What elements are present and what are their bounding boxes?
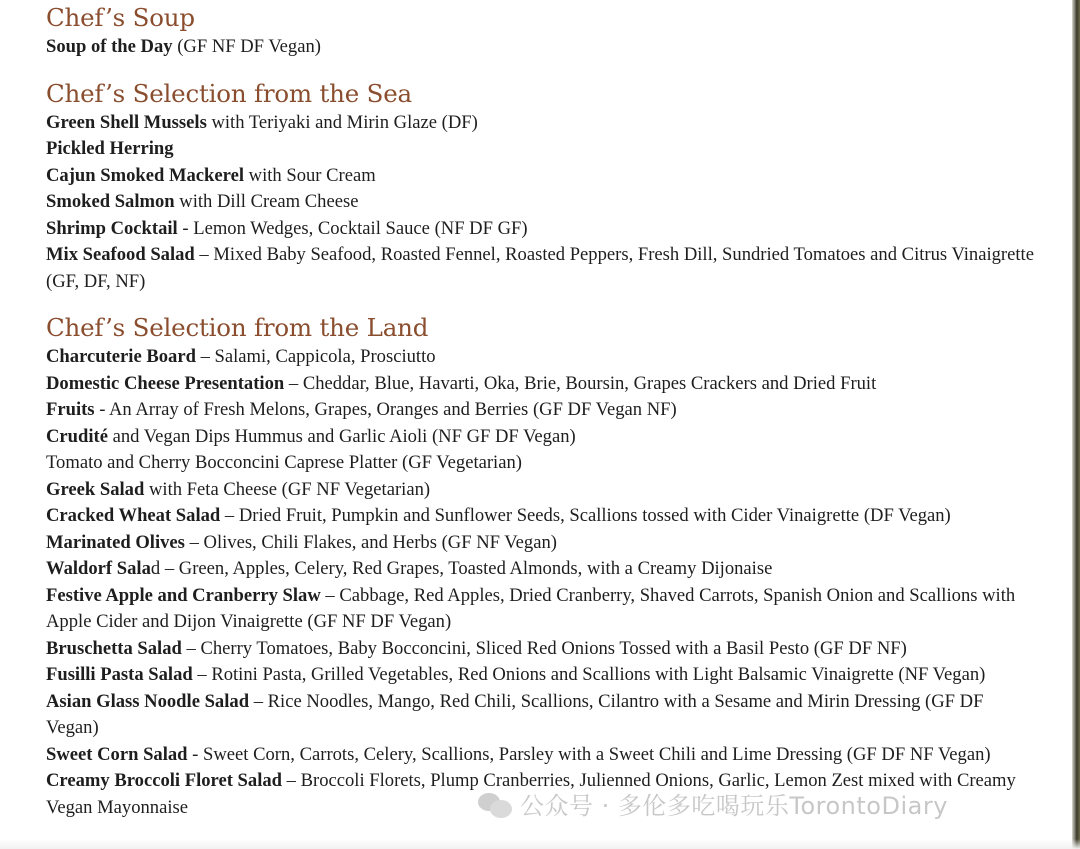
- menu-item: [46, 397, 1036, 424]
- item-name: Fusilli Pasta Salad: [46, 664, 193, 685]
- item-name: Soup of the Day: [46, 36, 173, 57]
- item-description: – Mixed Baby Seafood, Roasted Fennel, Roasted Peppers, Fresh Dill, Sundried Tomatoes and Citrus Vinaigrette (GF, DF, NF): [46, 244, 1034, 292]
- item-description: with Feta Cheese (GF NF Vegetarian): [144, 478, 431, 500]
- item-name: Cajun Smoked Mackerel: [46, 164, 244, 186]
- item-name: Green Shell Mussels: [46, 111, 207, 133]
- item-description: (GF NF DF Vegan): [172, 36, 321, 57]
- menu-item: [46, 636, 1036, 663]
- item-description: and Vegan Dips Hummus and Garlic Aioli (NF GF DF Vegan): [107, 425, 576, 447]
- item-name: Domestic Cheese Presentation: [46, 372, 285, 394]
- section-title-soup: Chef’s Soup: [46, 3, 195, 32]
- sea-items: [46, 110, 1036, 296]
- item-name: Smoked Salmon: [46, 191, 175, 212]
- menu-item: [46, 556, 1036, 583]
- item-name: Fruits: [46, 399, 95, 420]
- item-name: Marinated Olives: [46, 531, 185, 553]
- item-name: Shrimp Cocktail: [46, 217, 178, 239]
- menu-item: [46, 163, 1036, 190]
- watermark-text: 公众号 · 多伦多吃喝玩乐TorontoDiary: [520, 792, 948, 820]
- item-description: – Cherry Tomatoes, Baby Bocconcini, Sliced Red Onions Tossed with a Basil Pesto (GF DF NF): [181, 637, 907, 659]
- item-description: - Sweet Corn, Carrots, Celery, Scallions, Parsley with a Sweet Chili and Lime Dressing (GF DF NF Vegan): [187, 743, 991, 765]
- page-edge: [1072, 0, 1080, 849]
- item-description: Tomato and Cherry Bocconcini Caprese Platter (GF Vegetarian): [46, 452, 522, 473]
- menu-item: [46, 450, 1036, 477]
- menu-item: [46, 530, 1036, 557]
- menu-content: [46, 2, 1036, 821]
- item-name: Sweet Corn Salad: [46, 743, 188, 765]
- watermark: [478, 786, 948, 821]
- item-description: – Cheddar, Blue, Havarti, Oka, Brie, Boursin, Grapes Crackers and Dried Fruit: [284, 372, 877, 394]
- item-description: – Broccoli Florets, Plump Cranberries, Julienned Onions, Garlic, Lemon Zest mixed with Creamy Vegan Mayonnaise: [46, 770, 1016, 818]
- item-name: Crudité: [46, 425, 108, 447]
- item-name: Asian Glass Noodle Salad: [46, 690, 250, 712]
- item-description: – Rotini Pasta, Grilled Vegetables, Red Onions and Scallions with Light Balsamic Vinaigrette (NF Vegan): [192, 664, 986, 685]
- menu-item: [46, 583, 1036, 636]
- menu-item: [46, 662, 1036, 689]
- item-name: Cracked Wheat Salad: [46, 505, 221, 526]
- item-description: – Dried Fruit, Pumpkin and Sunflower Seeds, Scallions tossed with Cider Vinaigrette (DF Vegan): [220, 505, 951, 526]
- item-name: Greek Salad: [46, 478, 145, 500]
- soup-items: [46, 34, 1036, 61]
- menu-item: [46, 344, 1036, 371]
- menu-item: [46, 424, 1036, 451]
- menu-item: [46, 34, 1036, 61]
- item-description: – Cabbage, Red Apples, Dried Cranberry, Shaved Carrots, Spanish Onion and Scallions with Apple Cider and Dijon Vinaigrette (GF NF DF Vegan): [46, 584, 1016, 632]
- menu-item: [46, 503, 1036, 530]
- item-name: Festive Apple and Cranberry Slaw: [46, 584, 321, 606]
- item-name: Bruschetta Salad: [46, 637, 182, 659]
- menu-item: [46, 136, 1036, 163]
- item-description: - Lemon Wedges, Cocktail Sauce (NF DF GF): [177, 217, 528, 239]
- menu-item: [46, 742, 1036, 769]
- menu-item: [46, 216, 1036, 243]
- item-name: Pickled Herring: [46, 138, 174, 159]
- land-items: [46, 344, 1036, 821]
- section-title-sea: Chef’s Selection from the Sea: [46, 78, 412, 108]
- menu-item: [46, 689, 1036, 742]
- item-name: Creamy Broccoli Floret Salad: [46, 770, 282, 791]
- item-description: - An Array of Fresh Melons, Grapes, Oranges and Berries (GF DF Vegan NF): [94, 399, 677, 420]
- menu-item: [46, 371, 1036, 398]
- bottom-fade: [0, 839, 1080, 849]
- item-description: – Rice Noodles, Mango, Red Chili, Scallions, Cilantro with a Sesame and Mirin Dressing (GF DF Vegan): [46, 690, 984, 738]
- item-description: with Sour Cream: [244, 164, 376, 186]
- section-title-land: Chef’s Selection from the Land: [46, 313, 429, 342]
- menu-item: [46, 477, 1036, 504]
- item-name: Waldorf Sala: [46, 558, 151, 579]
- item-name: Charcuterie Board: [46, 346, 196, 367]
- item-name: Mix Seafood Salad: [46, 244, 195, 265]
- menu-item: [46, 110, 1036, 137]
- wechat-logo-icon: [478, 789, 512, 819]
- menu-item: [46, 242, 1036, 295]
- item-description: – Olives, Chili Flakes, and Herbs (GF NF Vegan): [184, 531, 557, 553]
- item-description: d – Green, Apples, Celery, Red Grapes, Toasted Almonds, with a Creamy Dijonaise: [150, 558, 773, 579]
- item-description: – Salami, Cappicola, Prosciutto: [195, 346, 436, 367]
- menu-item: [46, 189, 1036, 216]
- item-description: with Teriyaki and Mirin Glaze (DF): [206, 111, 478, 133]
- item-description: with Dill Cream Cheese: [174, 191, 359, 212]
